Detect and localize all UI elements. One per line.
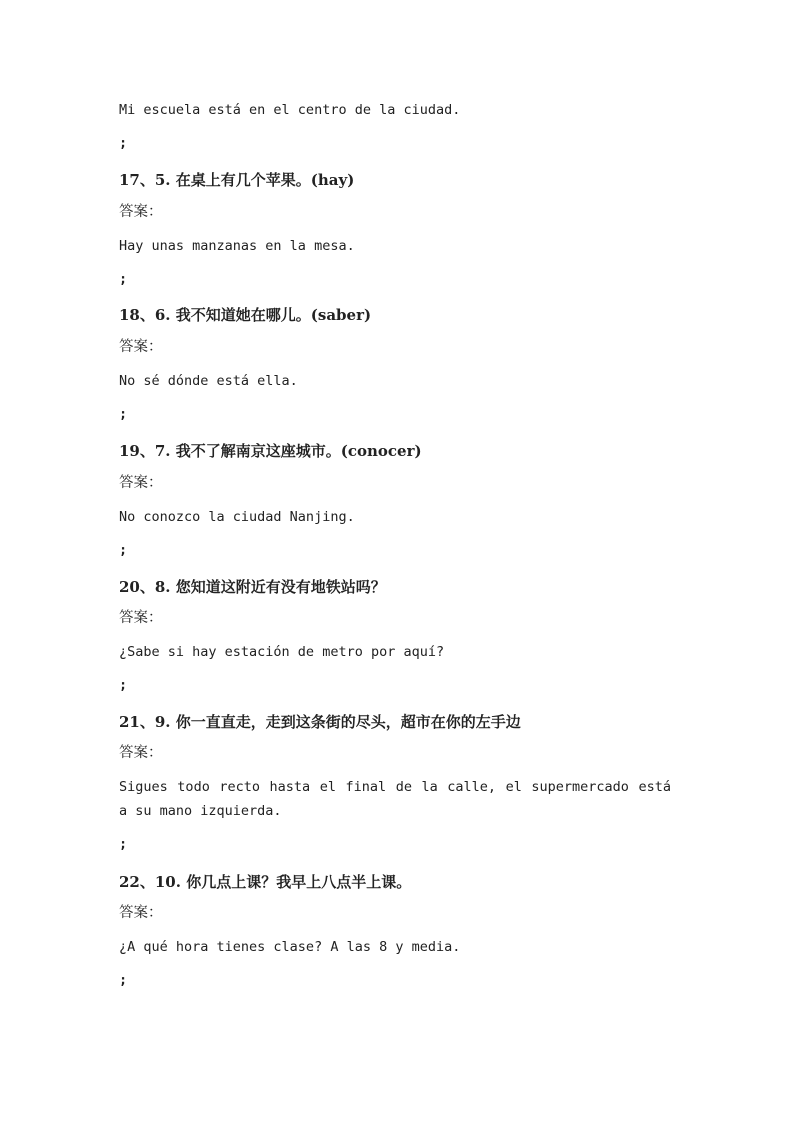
question-19: [119, 441, 422, 461]
question-number: 17、5.: [119, 171, 171, 189]
answer-label: 答案：: [119, 475, 163, 491]
separator: ;: [119, 836, 128, 852]
question-prompt: 您知道这附近有没有地铁站吗？: [175, 578, 386, 596]
question-prompt: 我不了解南京这座城市。(conocer): [175, 442, 422, 460]
answer-text: ¿Sabe si hay estación de metro por aquí?: [119, 644, 445, 660]
answer-text: No conozco la ciudad Nanjing.: [119, 509, 355, 525]
question-prompt: 我不知道她在哪儿。(saber): [175, 306, 372, 324]
separator: ;: [119, 542, 128, 558]
answer-text: No sé dónde está ella.: [119, 373, 298, 389]
answer-label: 答案：: [119, 339, 163, 355]
question-prompt: 在桌上有几个苹果。(hay): [175, 171, 355, 189]
answer-label: 答案：: [119, 745, 163, 761]
separator: ;: [119, 406, 128, 422]
separator: ;: [119, 677, 128, 693]
answer-text: Mi escuela está en el centro de la ciudad.: [119, 102, 461, 118]
answer-text: Sigues todo recto hasta el final de la calle, el supermercado está a su mano izquierda.: [119, 779, 671, 819]
question-prompt: 你一直直走，走到这条街的尽头，超市在你的左手边: [175, 713, 521, 731]
answer-label: 答案：: [119, 610, 163, 626]
answer-text: Hay unas manzanas en la mesa.: [119, 238, 355, 254]
answer-text: ¿A qué hora tienes clase? A las 8 y media.: [119, 939, 461, 955]
separator: ;: [119, 135, 128, 151]
question-18: [119, 305, 371, 325]
question-20: [119, 577, 386, 597]
question-21: [119, 712, 521, 732]
question-17: [119, 170, 354, 190]
answer-label: 答案：: [119, 204, 163, 220]
question-number: 22、10.: [119, 873, 181, 891]
question-number: 21、9.: [119, 713, 171, 731]
question-prompt: 你几点上课？我早上八点半上课。: [186, 873, 412, 891]
separator: ;: [119, 271, 128, 287]
question-number: 18、6.: [119, 306, 171, 324]
question-22: [119, 872, 411, 892]
question-number: 19、7.: [119, 442, 171, 460]
separator: ;: [119, 972, 128, 988]
answer-label: 答案：: [119, 905, 163, 921]
question-number: 20、8.: [119, 578, 171, 596]
